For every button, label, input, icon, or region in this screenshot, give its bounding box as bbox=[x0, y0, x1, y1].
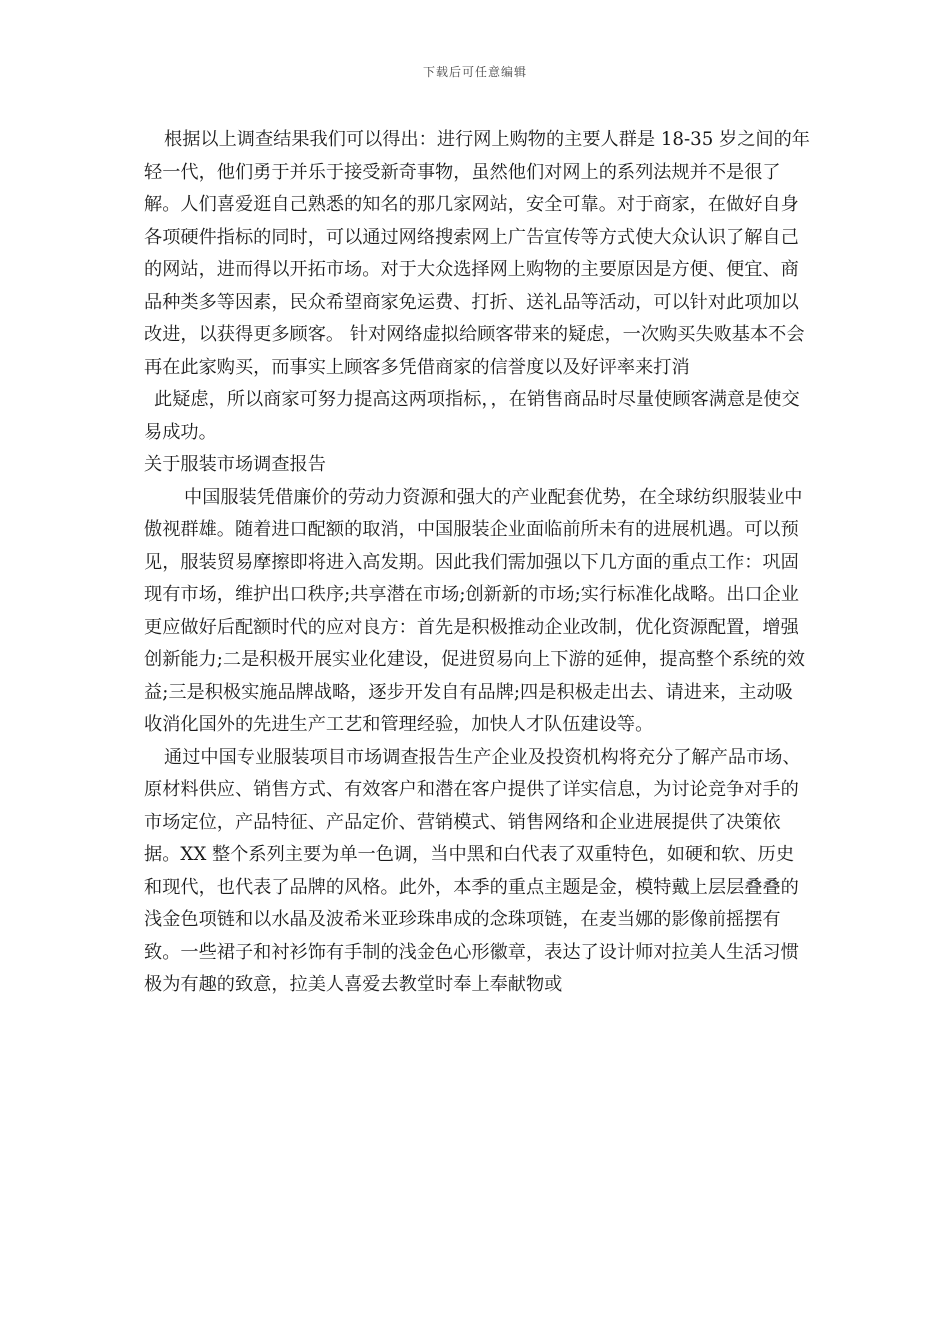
paragraph-survey-conclusion-cont: 此疑虑，所以商家可努力提高这两项指标，，在销售商品时尽量使顾客满意是使交易成功。 bbox=[144, 389, 800, 443]
paragraph-survey-conclusion: 根据以上调查结果我们可以得出：进行网上购物的主要人群是 18-35 岁之间的年轻一代，他们勇于并乐于接受新奇事物，虽然他们对网上的系列法规并不是很了解。人们喜爱逛自己熟悉的知名的那几家网站，安全可靠。对于商家，在做好自身各项硬件指标的同时，可以通过网络搜索网上广告宣传等方式使大众认识了解自己的网站，进而得以开拓市场。对于大众选择网上购物的主要原因是方便、便宜、商品种类多等因素，民众希望商家免运费、打折、送礼品等活动，可以针对此项加以改进，以获得更多顾客。 针对网络虚拟给顾客带来的疑虑，一次购买失败基本不会再在此家购买，而事实上顾客多凭借商家的信誉度以及好评率来打消 bbox=[144, 129, 810, 378]
paragraph-market-research-report: 通过中国专业服装项目市场调查报告生产企业及投资机构将充分了解产品市场、原材料供应、销售方式、有效客户和潜在客户提供了详实信息，为讨论竞争对手的市场定位，产品特征、产品定价、营销模式、销售网络和企业进展提供了决策依据。XX 整个系列主要为单一色调，当中黑和白代表了双重特色，如硬和软、历史和现代，也代表了品牌的风格。此外，本季的重点主题是金，模特戴上层层叠叠的浅金色项链和以水晶及波希米亚珍珠串成的念珠项链，在麦当娜的影像前摇摆有致。一些裙子和衬衫饰有手制的浅金色心形徽章，表达了设计师对拉美人生活习惯极为有趣的致意，拉美人喜爱去教堂时奉上奉献物或 bbox=[144, 746, 801, 995]
header-note: 下载后可任意编辑 bbox=[422, 65, 527, 79]
document-body bbox=[144, 124, 810, 1002]
paragraph-clothing-market: 中国服装凭借廉价的劳动力资源和强大的产业配套优势，在全球纺织服装业中傲视群雄。随着进口配额的取消，中国服装企业面临前所未有的进展机遇。可以预见，服装贸易摩擦即将进入高发期。因此我们需加强以下几方面的重点工作：巩固现有市场，维护出口秩序;共享潜在市场;创新新的市场;实行标准化战略。出口企业更应做好后配额时代的应对良方：首先是积极推动企业改制，优化资源配置，增强创新能力;二是积极开展实业化建设，促进贸易向上下游的延伸，提高整个系统的效益;三是积极实施品牌战略，逐步开发自有品牌;四是积极走出去、请进来，主动吸收消化国外的先进生产工艺和管理经验，加快人才队伍建设等。 bbox=[144, 486, 805, 735]
section-title: 关于服装市场调查报告 bbox=[144, 454, 326, 475]
